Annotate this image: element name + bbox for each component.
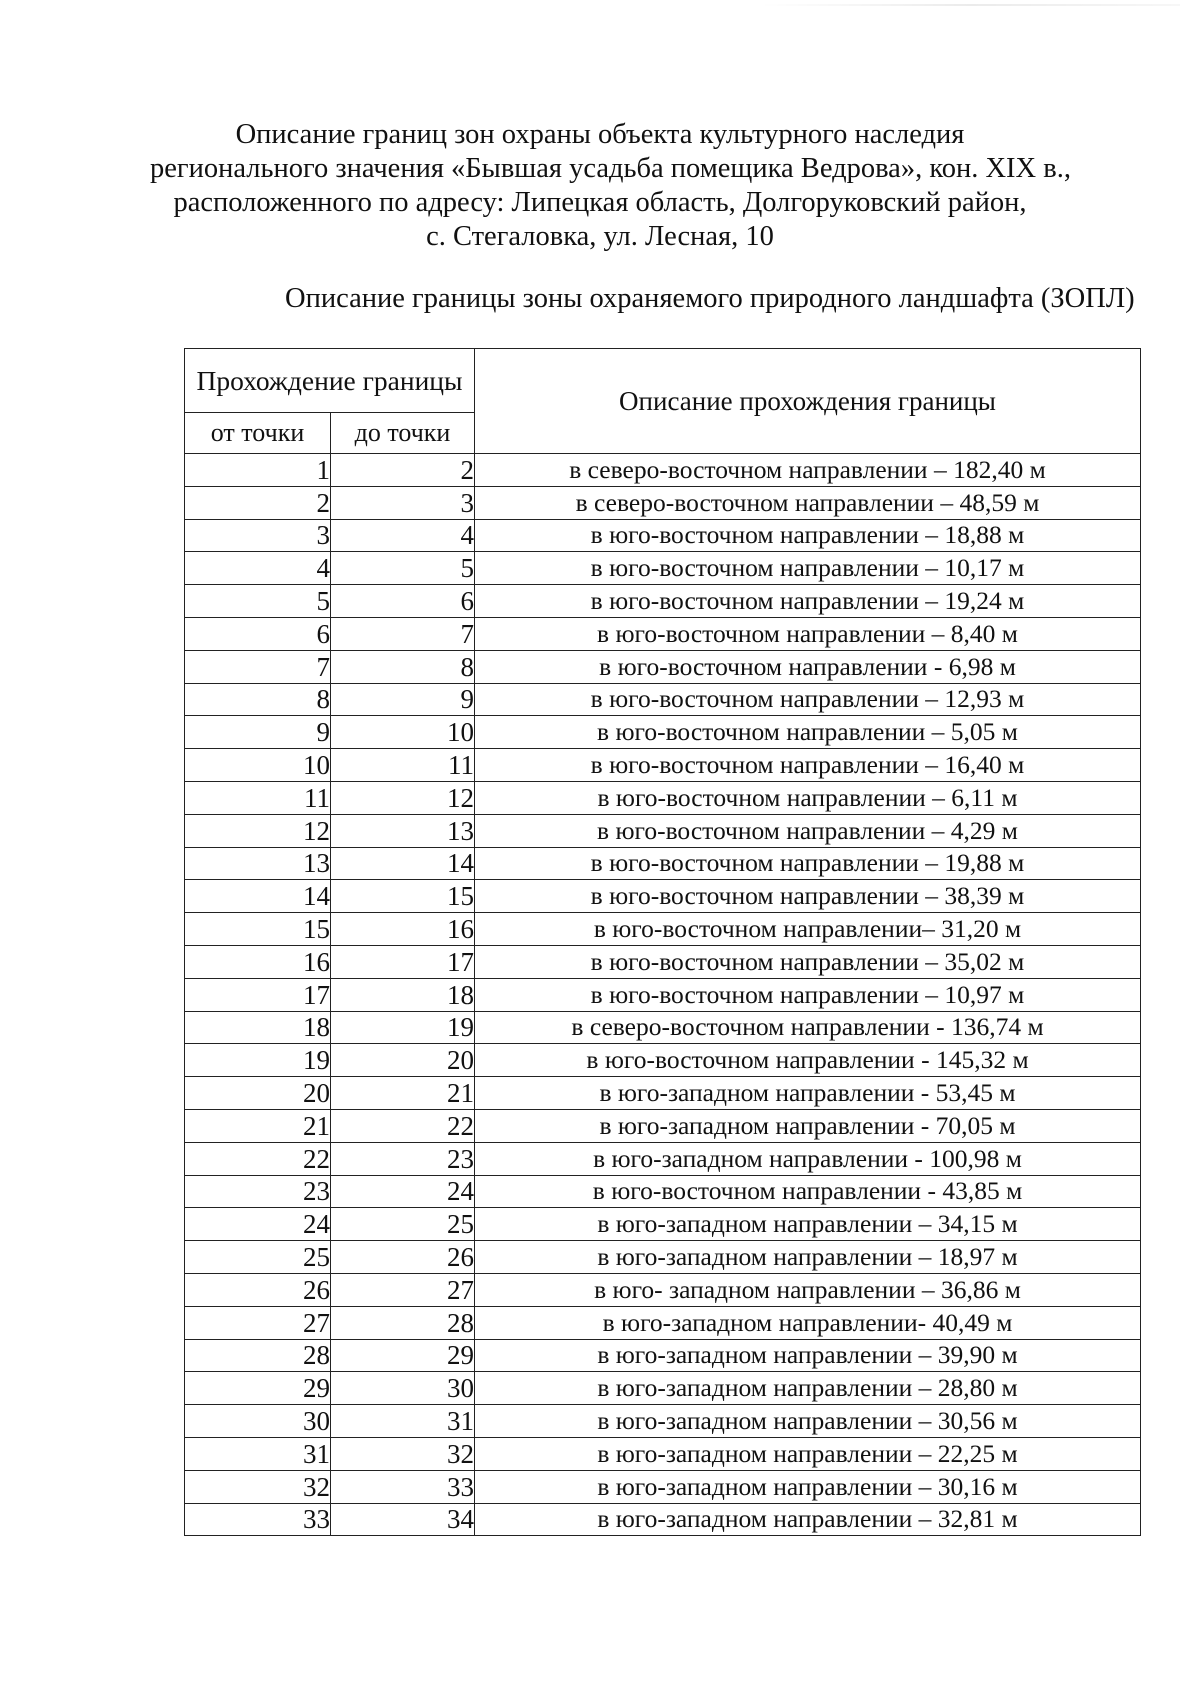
from-point-cell: 14 — [185, 880, 331, 913]
to-point-cell: 16 — [331, 913, 475, 946]
from-point-cell: 10 — [185, 749, 331, 782]
header-description: Описание прохождения границы — [475, 349, 1141, 454]
table-row — [185, 814, 1141, 847]
to-point-cell: 19 — [331, 1011, 475, 1044]
to-point-cell: 7 — [331, 617, 475, 650]
description-cell: в северо-восточном направлении - 136,74 м — [475, 1011, 1141, 1044]
to-point-cell: 6 — [331, 585, 475, 618]
to-point-cell: 13 — [331, 814, 475, 847]
description-cell: в юго-западном направлении – 39,90 м — [475, 1339, 1141, 1372]
to-point-cell: 12 — [331, 781, 475, 814]
to-point-cell: 22 — [331, 1109, 475, 1142]
table-row — [185, 716, 1141, 749]
description-cell: в юго-восточном направлении – 19,88 м — [475, 847, 1141, 880]
description-cell: в юго-восточном направлении – 10,97 м — [475, 978, 1141, 1011]
description-cell: в юго-восточном направлении – 18,88 м — [475, 519, 1141, 552]
from-point-cell: 7 — [185, 650, 331, 683]
description-cell: в юго-восточном направлении - 43,85 м — [475, 1175, 1141, 1208]
from-point-cell: 19 — [185, 1044, 331, 1077]
title-line-4: с. Стегаловка, ул. Лесная, 10 — [426, 221, 774, 252]
description-cell: в юго-западном направлении - 70,05 м — [475, 1109, 1141, 1142]
table-row — [185, 454, 1141, 487]
table-row — [185, 847, 1141, 880]
to-point-cell: 33 — [331, 1470, 475, 1503]
from-point-cell: 17 — [185, 978, 331, 1011]
from-point-cell: 6 — [185, 617, 331, 650]
description-cell: в северо-восточном направлении – 48,59 м — [475, 486, 1141, 519]
from-point-cell: 28 — [185, 1339, 331, 1372]
table-row — [185, 519, 1141, 552]
from-point-cell: 13 — [185, 847, 331, 880]
header-to-point: до точки — [331, 413, 475, 454]
description-cell: в юго-восточном направлении – 10,17 м — [475, 552, 1141, 585]
description-cell: в юго-восточном направлении – 12,93 м — [475, 683, 1141, 716]
from-point-cell: 27 — [185, 1306, 331, 1339]
section-subtitle: Описание границы зоны охраняемого природного ландшафта (ЗОПЛ) — [285, 283, 1135, 314]
from-point-cell: 24 — [185, 1208, 331, 1241]
to-point-cell: 14 — [331, 847, 475, 880]
to-point-cell: 18 — [331, 978, 475, 1011]
table-row — [185, 1208, 1141, 1241]
table-row — [185, 617, 1141, 650]
from-point-cell: 8 — [185, 683, 331, 716]
description-cell: в юго-западном направлении – 22,25 м — [475, 1437, 1141, 1470]
table-body — [185, 454, 1141, 1536]
description-cell: в юго-западном направлении - 53,45 м — [475, 1077, 1141, 1110]
table-row — [185, 1044, 1141, 1077]
table-row — [185, 749, 1141, 782]
to-point-cell: 4 — [331, 519, 475, 552]
table-row — [185, 1142, 1141, 1175]
from-point-cell: 26 — [185, 1273, 331, 1306]
description-cell: в юго-восточном направлении – 35,02 м — [475, 945, 1141, 978]
to-point-cell: 34 — [331, 1503, 475, 1536]
header-boundary-passage: Прохождение границы — [185, 349, 475, 413]
description-cell: в юго-восточном направлении – 16,40 м — [475, 749, 1141, 782]
from-point-cell: 32 — [185, 1470, 331, 1503]
table-row — [185, 1339, 1141, 1372]
from-point-cell: 21 — [185, 1109, 331, 1142]
from-point-cell: 23 — [185, 1175, 331, 1208]
table-row — [185, 1437, 1141, 1470]
to-point-cell: 29 — [331, 1339, 475, 1372]
table-row — [185, 1372, 1141, 1405]
description-cell: в юго-восточном направлении – 19,24 м — [475, 585, 1141, 618]
description-cell: в юго-западном направлении – 34,15 м — [475, 1208, 1141, 1241]
description-cell: в юго-западном направлении - 100,98 м — [475, 1142, 1141, 1175]
from-point-cell: 18 — [185, 1011, 331, 1044]
to-point-cell: 20 — [331, 1044, 475, 1077]
description-cell: в юго-восточном направлении – 6,11 м — [475, 781, 1141, 814]
to-point-cell: 30 — [331, 1372, 475, 1405]
table-row — [185, 552, 1141, 585]
description-cell: в юго-восточном направлении - 145,32 м — [475, 1044, 1141, 1077]
to-point-cell: 9 — [331, 683, 475, 716]
from-point-cell: 15 — [185, 913, 331, 946]
to-point-cell: 17 — [331, 945, 475, 978]
table-row — [185, 1405, 1141, 1438]
table-row — [185, 1109, 1141, 1142]
from-point-cell: 30 — [185, 1405, 331, 1438]
table-row — [185, 1273, 1141, 1306]
description-cell: в юго-восточном направлении – 5,05 м — [475, 716, 1141, 749]
title-line-3: расположенного по адресу: Липецкая область, Долгоруковский район, — [173, 187, 1027, 218]
to-point-cell: 32 — [331, 1437, 475, 1470]
to-point-cell: 11 — [331, 749, 475, 782]
from-point-cell: 4 — [185, 552, 331, 585]
from-point-cell: 11 — [185, 781, 331, 814]
description-cell: в юго- западном направлении – 36,86 м — [475, 1273, 1141, 1306]
description-cell: в юго-восточном направлении – 38,39 м — [475, 880, 1141, 913]
from-point-cell: 22 — [185, 1142, 331, 1175]
from-point-cell: 5 — [185, 585, 331, 618]
description-cell: в юго-западном направлении – 32,81 м — [475, 1503, 1141, 1536]
table-row — [185, 1470, 1141, 1503]
table-row — [185, 1241, 1141, 1274]
from-point-cell: 16 — [185, 945, 331, 978]
table-row — [185, 978, 1141, 1011]
description-cell: в юго-восточном направлении - 6,98 м — [475, 650, 1141, 683]
from-point-cell: 33 — [185, 1503, 331, 1536]
title-line-1: Описание границ зон охраны объекта культурного наследия — [235, 119, 965, 150]
description-cell: в юго-западном направлении – 30,16 м — [475, 1470, 1141, 1503]
boundary-table — [184, 348, 1141, 1536]
from-point-cell: 31 — [185, 1437, 331, 1470]
description-cell: в юго-западном направлении- 40,49 м — [475, 1306, 1141, 1339]
table-row — [185, 945, 1141, 978]
to-point-cell: 15 — [331, 880, 475, 913]
to-point-cell: 23 — [331, 1142, 475, 1175]
header-from-point: от точки — [185, 413, 331, 454]
table-row — [185, 1306, 1141, 1339]
description-cell: в северо-восточном направлении – 182,40 м — [475, 454, 1141, 487]
to-point-cell: 25 — [331, 1208, 475, 1241]
from-point-cell: 2 — [185, 486, 331, 519]
to-point-cell: 28 — [331, 1306, 475, 1339]
table-row — [185, 683, 1141, 716]
description-cell: в юго-западном направлении – 30,56 м — [475, 1405, 1141, 1438]
to-point-cell: 2 — [331, 454, 475, 487]
table-row — [185, 913, 1141, 946]
to-point-cell: 26 — [331, 1241, 475, 1274]
table-row — [185, 486, 1141, 519]
to-point-cell: 21 — [331, 1077, 475, 1110]
table-row — [185, 650, 1141, 683]
table-row — [185, 880, 1141, 913]
title-line-2: регионального значения «Бывшая усадьба помещика Ведрова», кон. XIX в., — [150, 153, 1071, 184]
to-point-cell: 27 — [331, 1273, 475, 1306]
table-row — [185, 781, 1141, 814]
to-point-cell: 3 — [331, 486, 475, 519]
from-point-cell: 29 — [185, 1372, 331, 1405]
scan-artifact — [760, 4, 1180, 6]
description-cell: в юго-восточном направлении – 8,40 м — [475, 617, 1141, 650]
table-row — [185, 1011, 1141, 1044]
table-row — [185, 1503, 1141, 1536]
description-cell: в юго-западном направлении – 28,80 м — [475, 1372, 1141, 1405]
table-row — [185, 1175, 1141, 1208]
to-point-cell: 8 — [331, 650, 475, 683]
from-point-cell: 25 — [185, 1241, 331, 1274]
to-point-cell: 24 — [331, 1175, 475, 1208]
table-row — [185, 585, 1141, 618]
document-title — [150, 118, 1071, 254]
to-point-cell: 5 — [331, 552, 475, 585]
description-cell: в юго-восточном направлении– 31,20 м — [475, 913, 1141, 946]
from-point-cell: 12 — [185, 814, 331, 847]
from-point-cell: 1 — [185, 454, 331, 487]
description-cell: в юго-западном направлении – 18,97 м — [475, 1241, 1141, 1274]
to-point-cell: 10 — [331, 716, 475, 749]
description-cell: в юго-восточном направлении – 4,29 м — [475, 814, 1141, 847]
from-point-cell: 20 — [185, 1077, 331, 1110]
table-row — [185, 1077, 1141, 1110]
from-point-cell: 3 — [185, 519, 331, 552]
from-point-cell: 9 — [185, 716, 331, 749]
to-point-cell: 31 — [331, 1405, 475, 1438]
